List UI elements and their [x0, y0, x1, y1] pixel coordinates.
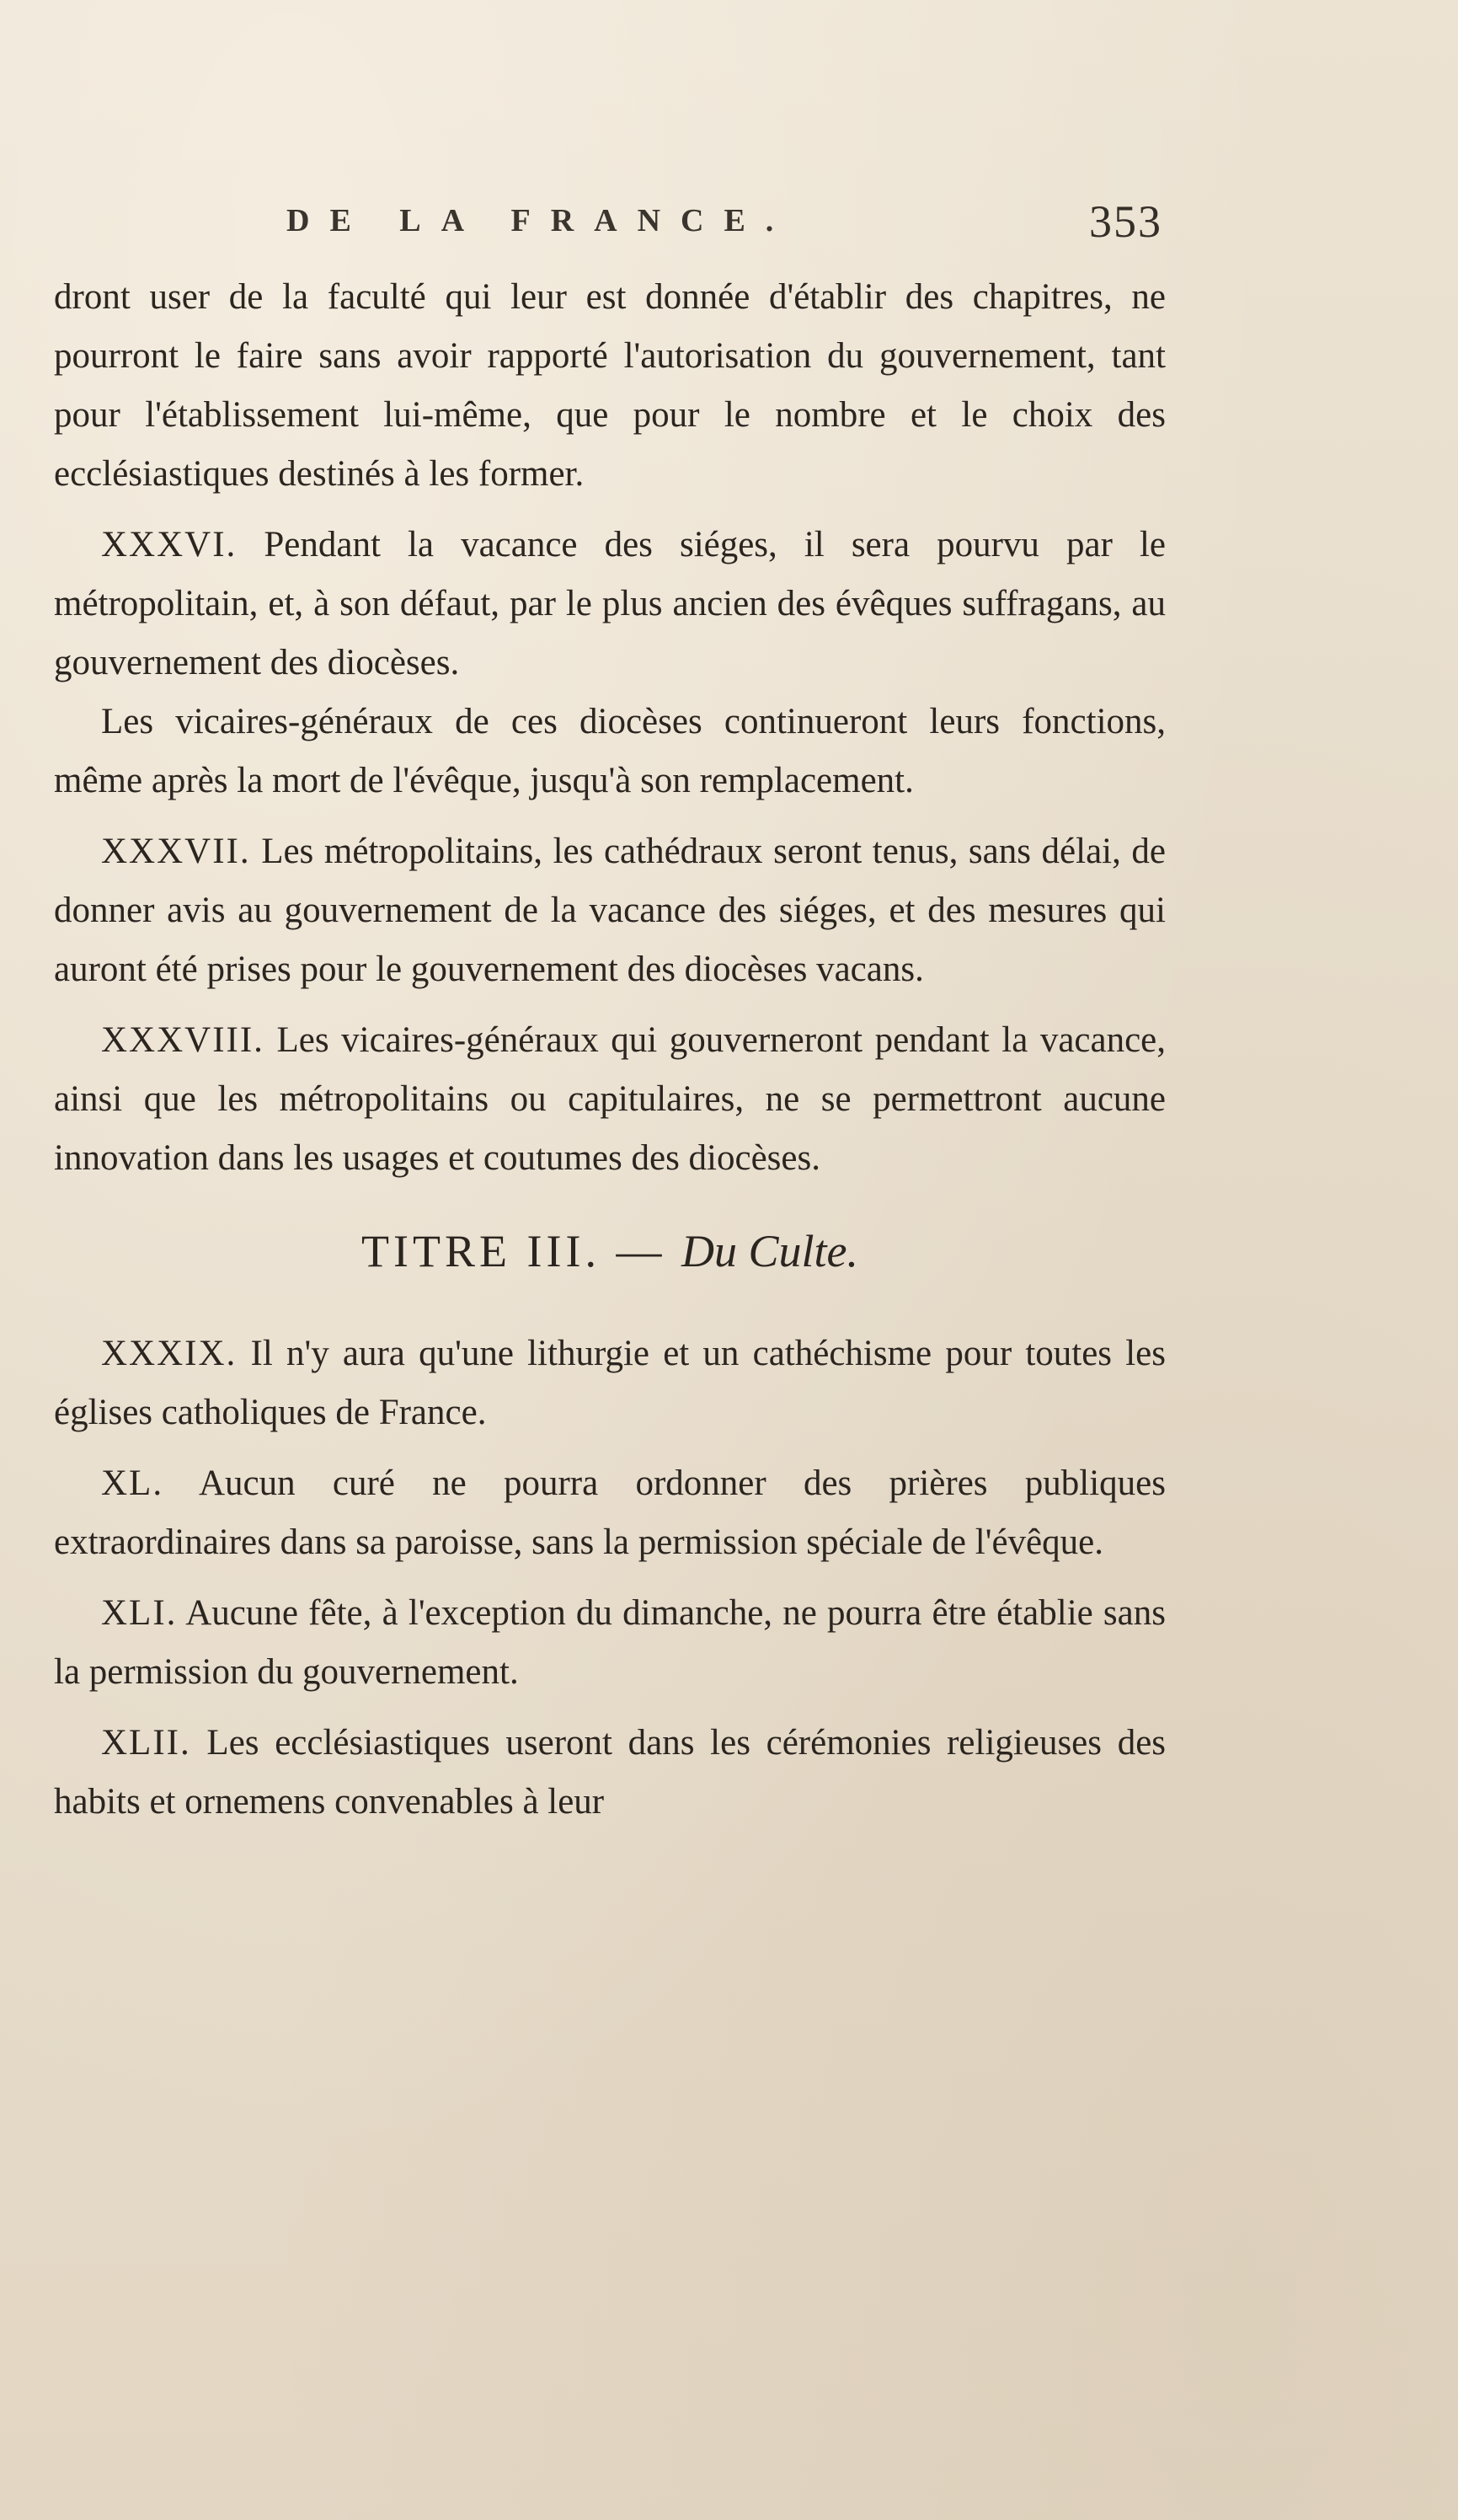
article-number: XXXVII. — [101, 832, 251, 871]
article-text: Les vicaires-généraux qui gouverneront pendant la vacance, ainsi que les métropolitains ou capitulaires, ne se permettront aucune innovation dans les usages et coutumes des diocèses. — [54, 1020, 1167, 1178]
article-text: Les ecclésiastiques useront dans les cérémonies religieuses des habits et ornemens convenables à leur — [54, 1723, 1167, 1822]
article-38 — [54, 1011, 1166, 1188]
article-number: XXXVIII. — [101, 1020, 264, 1060]
article-42 — [54, 1714, 1166, 1832]
article-text: Il n'y aura qu'une lithurgie et un cathéchisme pour toutes les églises catholiques de France. — [54, 1334, 1167, 1432]
paragraph-text: dront user de la faculté qui leur est donnée d'établir des chapitres, ne pourront le faire sans avoir rapporté l'autorisation du gouvernement, tant pour l'établissement lui-même, que pour le nombre et le choix des ecclésiastiques destinés à les former. — [54, 277, 1166, 494]
article-number: XXXVI. — [101, 525, 238, 564]
article-36-continuation — [54, 693, 1166, 811]
running-head: DE LA FRANCE. — [286, 203, 794, 238]
article-text: Aucune fête, à l'exception du dimanche, ne pourra être établie sans la permission du gouvernement. — [54, 1593, 1166, 1692]
article-text: Aucun curé ne pourra ordonner des prières publiques extraordinaires dans sa paroisse, sans la permission spéciale de l'évêque. — [54, 1463, 1166, 1562]
article-text: Les métropolitains, les cathédraux seront tenus, sans délai, de donner avis au gouvernement de la vacance des siéges, et des mesures qui auront été prises pour le gouvernement des diocèses vacans. — [54, 832, 1167, 989]
page-header — [286, 195, 1162, 263]
section-title-dash: — — [616, 1226, 666, 1276]
article-37 — [54, 822, 1166, 999]
article-text: Pendant la vacance des siéges, il sera pourvu par le métropolitain, et, à son défaut, par le plus ancien des évêques suffragans, au gouvernement des diocèses. — [54, 525, 1167, 682]
article-number: XLI. — [101, 1593, 178, 1633]
section-title-subtitle: Du Culte. — [681, 1226, 858, 1276]
section-title — [54, 1225, 1166, 1277]
article-number: XLII. — [101, 1723, 191, 1763]
article-number: XXXIX. — [101, 1334, 238, 1373]
page-number: 353 — [1089, 196, 1162, 247]
paragraph-continued — [54, 268, 1166, 504]
article-number: XL. — [101, 1463, 164, 1503]
article-39 — [54, 1324, 1166, 1442]
article-41 — [54, 1584, 1166, 1702]
article-36 — [54, 516, 1166, 693]
body-text — [54, 268, 1166, 1832]
paragraph-text: Les vicaires-généraux de ces diocèses continueront leurs fonctions, même après la mort de l'évêque, jusqu'à son remplacement. — [54, 702, 1166, 800]
section-title-main: TITRE III. — [361, 1226, 601, 1276]
article-40 — [54, 1454, 1166, 1572]
